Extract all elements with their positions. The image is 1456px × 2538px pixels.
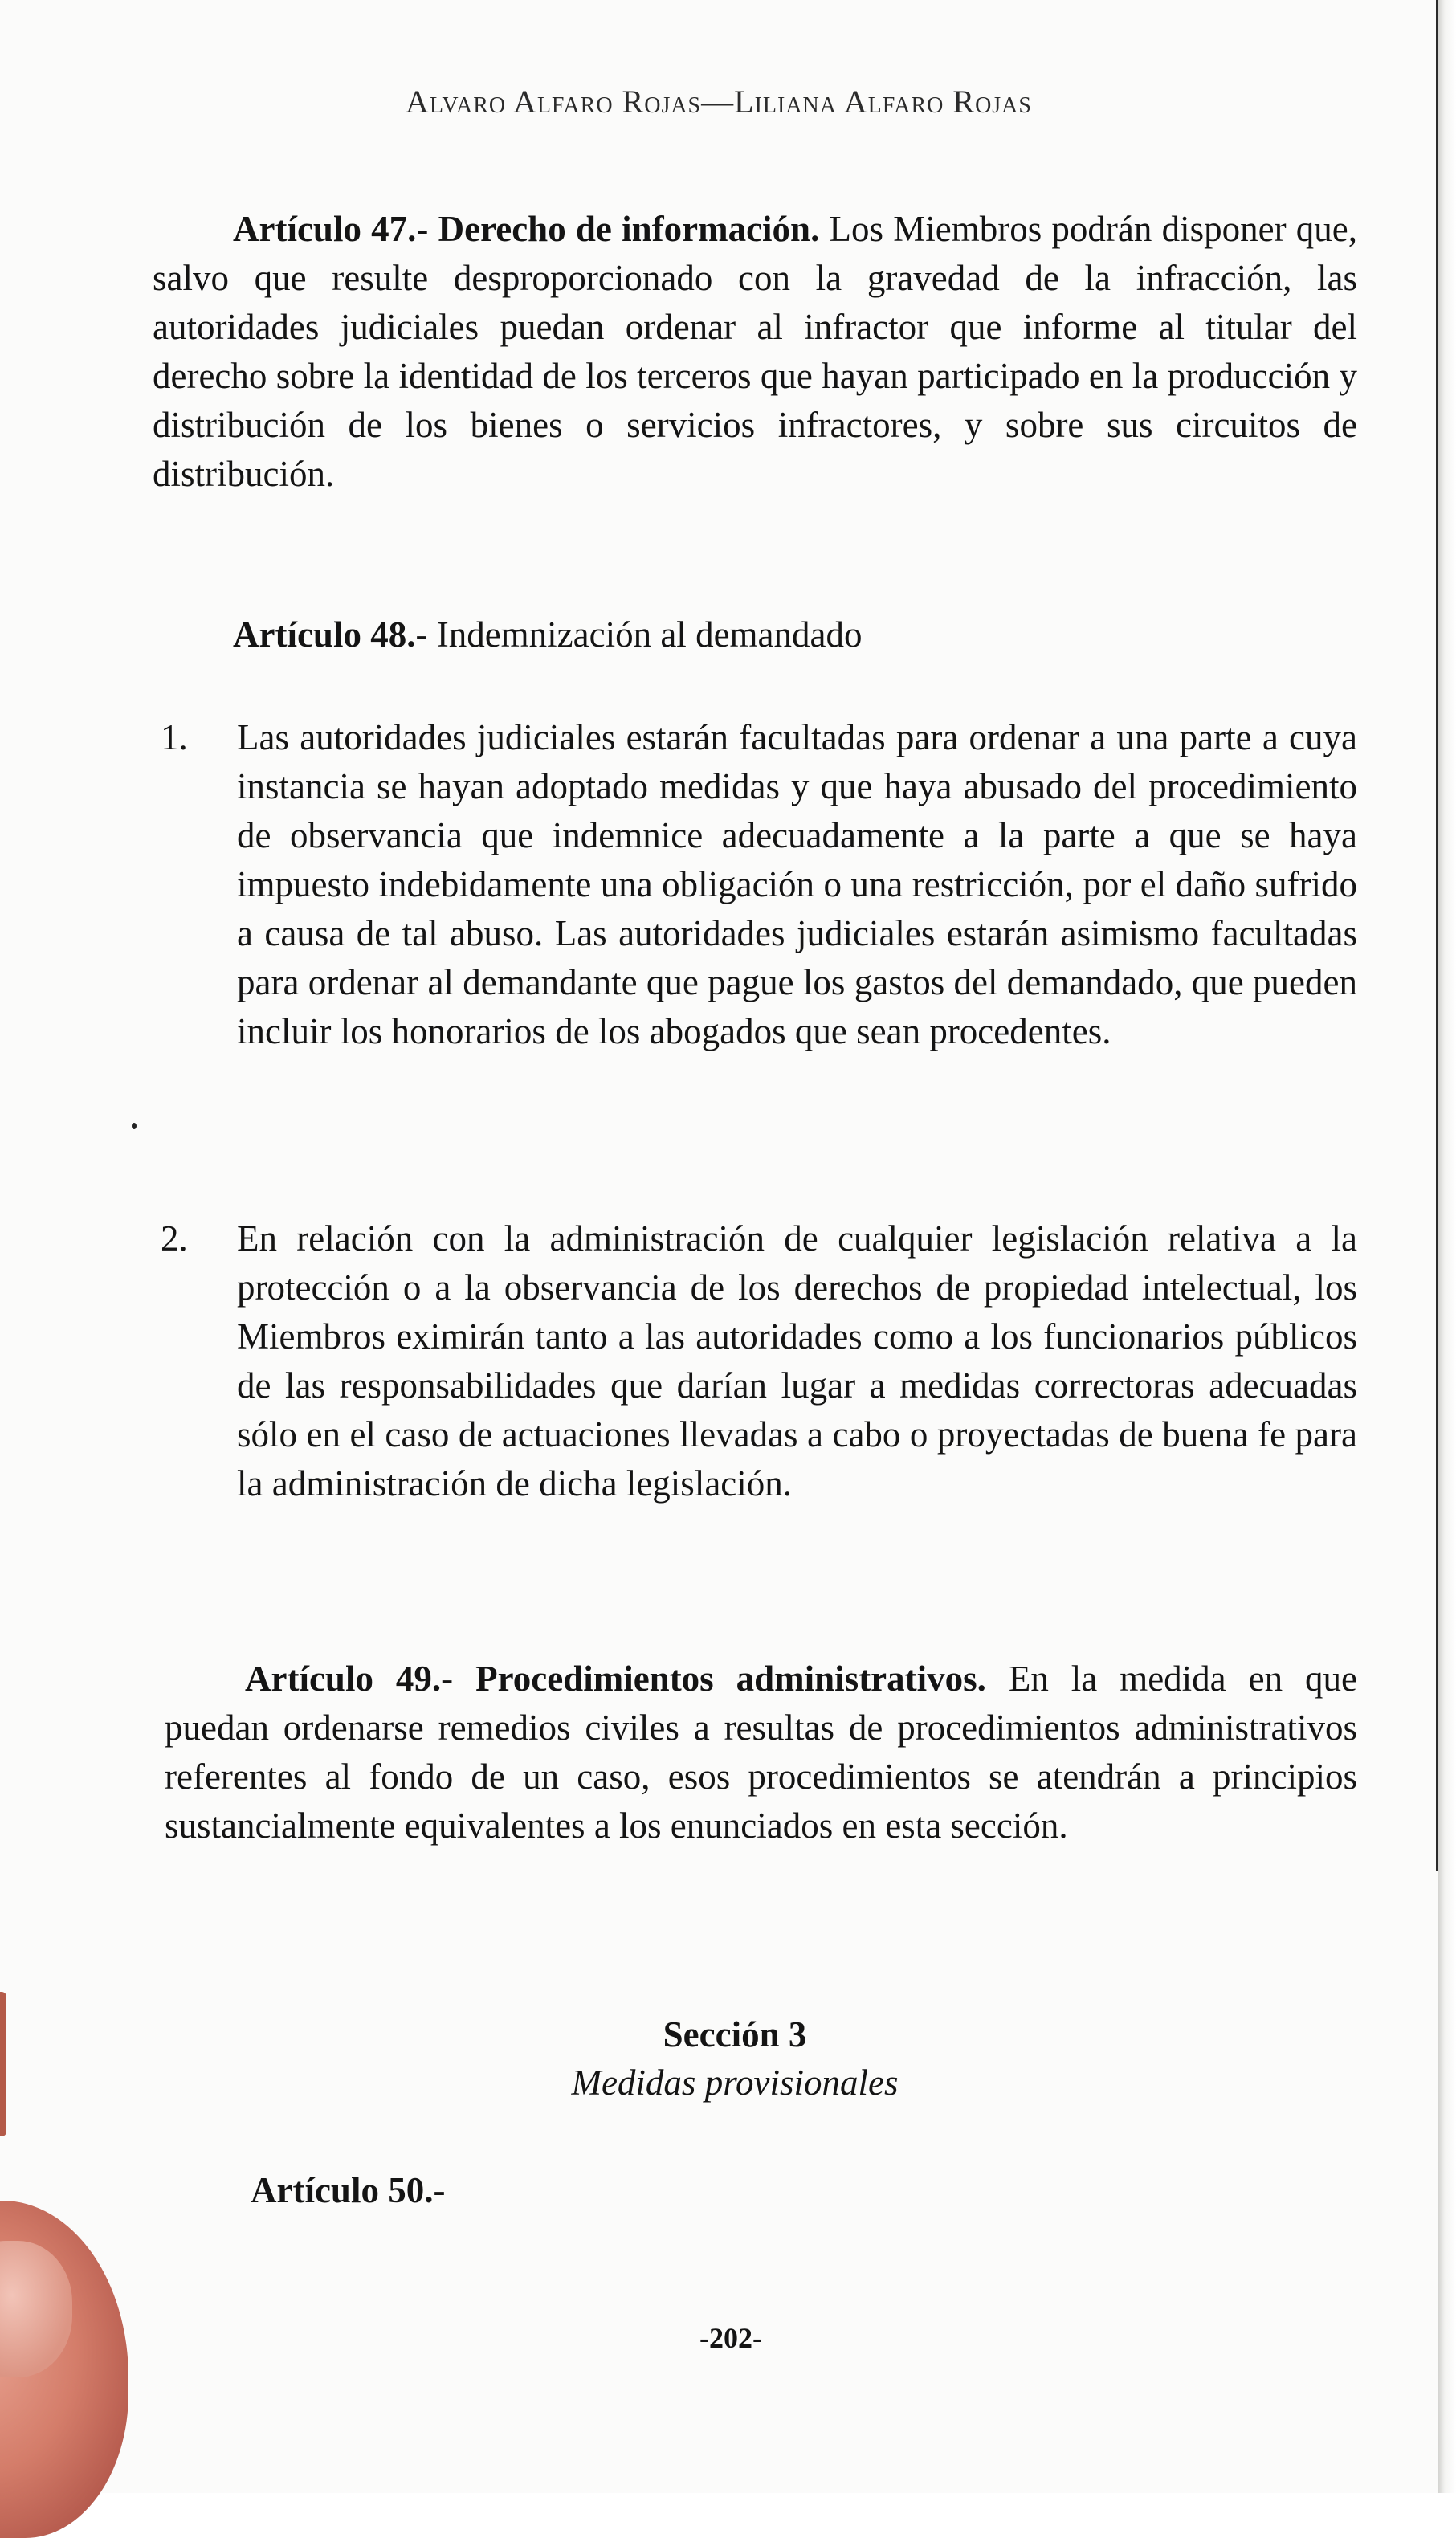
article-47-paragraph: [153, 205, 1357, 499]
page-number: -202-: [699, 2322, 762, 2354]
article-49-body: En la medida en que puedan ordenarse remedios civiles a resultas de procedimientos administrativos referentes al fondo de un caso, esos procedimientos se atendrán a principios sustancialmente equivalentes a los enunciados en esta sección.: [165, 1659, 1357, 1846]
article-48-heading-line: [233, 610, 863, 659]
section-title: Sección 3: [663, 2014, 807, 2054]
article-48-item-2-text: En relación con la administración de cualquier legislación relativa a la protección o a la observancia de los derechos de propiedad intelectual, los Miembros eximirán tanto a las autoridades como a los funcionarios públicos de las responsabilidades que darían lugar a medidas correctoras adecuadas sólo en el caso de actuaciones llevadas a cabo o proyectadas de buena fe para la administración de dicha legislación.: [237, 1218, 1357, 1504]
running-head-author-1: Alvaro Alfaro Rojas: [406, 84, 702, 120]
article-47-heading: Artículo 47.- Derecho de información.: [233, 209, 820, 249]
article-48-item-1-text: Las autoridades judiciales estarán facultadas para ordenar a una parte a cuya instancia se hayan adoptado medidas y que haya abusado del procedimiento de observancia que indemnice adecuadamente a la parte a que se haya impuesto indebidamente una obligación o una restricción, por el daño sufrido a causa de tal abuso. Las autoridades judiciales estarán asimismo facultadas para ordenar al demandante que pague los gastos del demandado, que pueden incluir los honorarios de los abogados que sean procedentes.: [237, 717, 1357, 1051]
article-47: [153, 205, 1357, 499]
ink-speck: [132, 1123, 137, 1129]
article-48-item-2-number: 2.: [161, 1218, 188, 1259]
page-right-margin-shadow: [1438, 0, 1456, 2493]
running-head-author-2: Liliana Alfaro Rojas: [734, 84, 1032, 120]
article-49-paragraph: [165, 1655, 1357, 1850]
section-subtitle: Medidas provisionales: [571, 2063, 899, 2103]
finger-edge: [0, 1992, 6, 2136]
article-47-body: Los Miembros podrán disponer que, salvo que resulte desproporcionado con la gravedad de la infracción, las autoridades judiciales puedan ordenar al infractor que informe al titular del derecho sobre la identidad de los terceros que hayan participado en la producción y distribución de los bienes o servicios infractores, y sobre sus circuitos de distribución.: [153, 209, 1357, 494]
article-49: [165, 1655, 1357, 1850]
running-head: [0, 83, 1438, 120]
article-49-heading: Artículo 49.- Procedimientos administrativos.: [245, 1659, 986, 1699]
article-48-heading: Artículo 48.-: [233, 614, 428, 655]
running-head-separator: —: [701, 84, 735, 120]
article-48-item-1-number: 1.: [161, 717, 188, 757]
article-50-heading: Artículo 50.-: [251, 2170, 446, 2210]
article-48-title: Indemnización al demandado: [427, 614, 863, 655]
